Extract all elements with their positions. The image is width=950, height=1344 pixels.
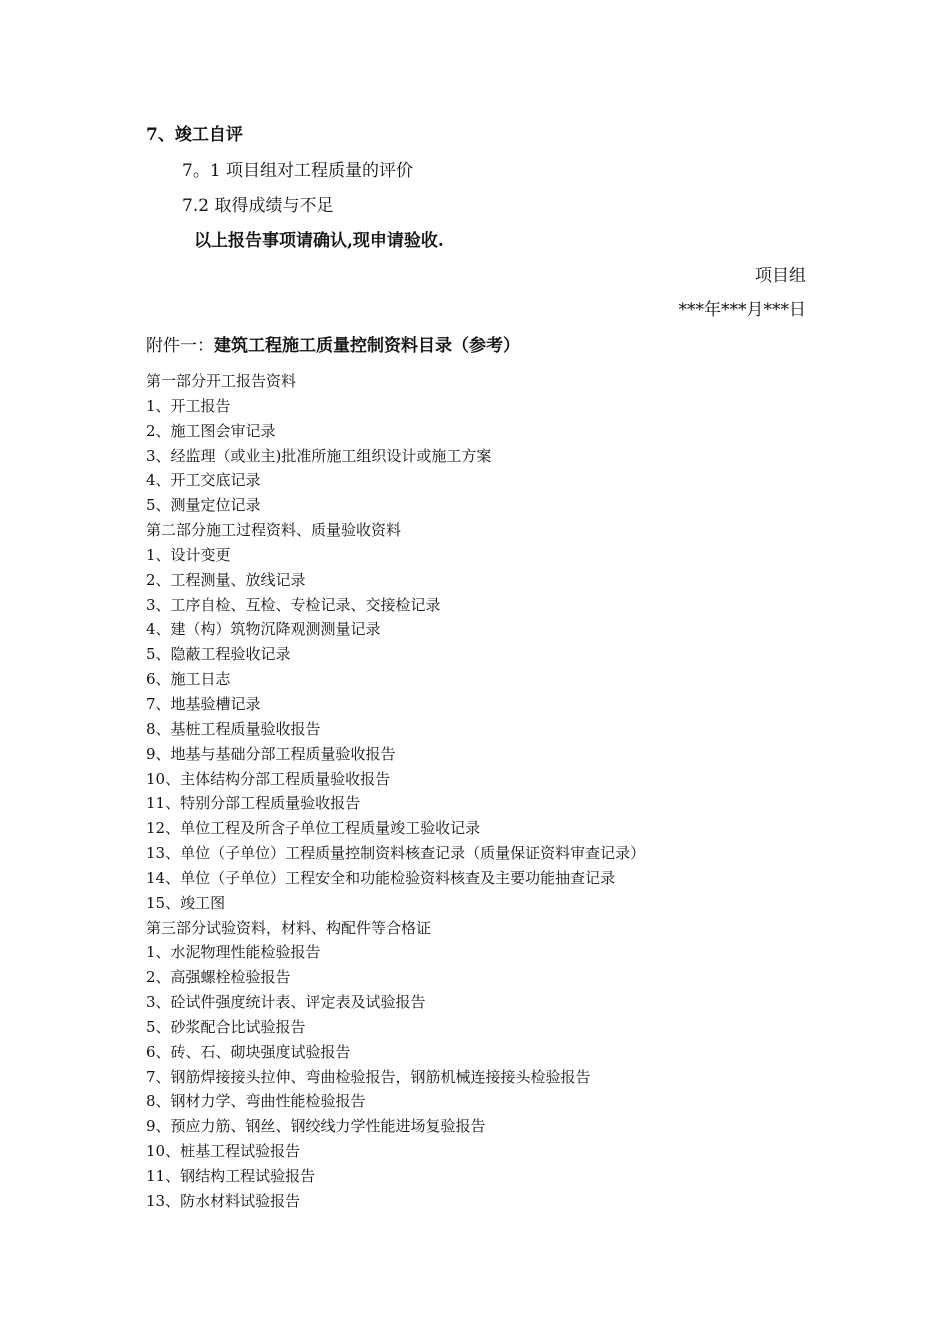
appendix-list-item: 5、隐蔽工程验收记录 — [146, 645, 291, 664]
signature-date: ***年***月***日 — [678, 300, 806, 320]
appendix-list-item: 11、特别分部工程质量验收报告 — [146, 794, 361, 813]
appendix-list-item: 15、竣工图 — [146, 893, 226, 912]
appendix-list-item: 12、单位工程及所含子单位工程质量竣工验收记录 — [146, 819, 481, 838]
appendix-list-item: 3、经监理（或业主)批准所施工组织设计或施工方案 — [146, 446, 492, 465]
appendix-prefix: 附件一： — [146, 336, 214, 356]
appendix-list-item: 13、单位（子单位）工程质量控制资料核查记录（质量保证资料审查记录） — [146, 844, 646, 863]
section-7-1-item: 7。1 项目组对工程质量的评价 — [182, 161, 414, 181]
appendix-list-item: 第二部分施工过程资料、质量验收资料 — [146, 521, 402, 540]
appendix-list-item: 14、单位（子单位）工程安全和功能检验资料核查及主要功能抽查记录 — [146, 868, 616, 887]
appendix-list-item: 10、主体结构分部工程质量验收报告 — [146, 769, 391, 788]
appendix-title: 建筑工程施工质量控制资料目录（参考） — [214, 336, 520, 356]
appendix-list-item: 6、施工日志 — [146, 670, 231, 689]
appendix-list-item: 7、地基验槽记录 — [146, 694, 261, 713]
appendix-list-item: 8、基桩工程质量验收报告 — [146, 719, 321, 738]
appendix-list-item: 6、砖、石、砌块强度试验报告 — [146, 1042, 351, 1061]
appendix-list-item: 1、设计变更 — [146, 545, 231, 564]
appendix-list-item: 2、工程测量、放线记录 — [146, 570, 306, 589]
appendix-list-item: 8、钢材力学、弯曲性能检验报告 — [146, 1092, 366, 1111]
appendix-list-item: 2、施工图会审记录 — [146, 421, 276, 440]
appendix-list — [146, 372, 645, 1217]
appendix-list-item: 9、地基与基础分部工程质量验收报告 — [146, 744, 396, 763]
appendix-list-item: 5、测量定位记录 — [146, 496, 261, 515]
appendix-list-item: 1、开工报告 — [146, 396, 231, 415]
appendix-list-item: 第三部分试验资料，材料、构配件等合格证 — [146, 918, 432, 937]
appendix-list-item: 5、砂浆配合比试验报告 — [146, 1017, 306, 1036]
section-7-heading: 7、竣工自评 — [146, 125, 243, 145]
appendix-list-item: 3、工序自检、互检、专检记录、交接检记录 — [146, 595, 441, 614]
appendix-list-item: 9、预应力筋、钢丝、钢绞线力学性能进场复验报告 — [146, 1117, 486, 1136]
appendix-list-item: 第一部分开工报告资料 — [146, 372, 297, 390]
appendix-list-item: 1、水泥物理性能检验报告 — [146, 943, 321, 962]
section-7-2-item: 7.2 取得成绩与不足 — [182, 196, 334, 216]
appendix-list-item: 3、砼试件强度统计表、评定表及试验报告 — [146, 993, 426, 1012]
appendix-list-item: 11、钢结构工程试验报告 — [146, 1167, 316, 1185]
appendix-list-item: 2、高强螺栓检验报告 — [146, 968, 291, 987]
acceptance-request: 以上报告事项请确认,现申请验收. — [194, 231, 444, 251]
appendix-list-item: 4、建（构）筑物沉降观测测量记录 — [146, 620, 381, 639]
appendix-heading — [146, 338, 520, 355]
appendix-list-item: 7、钢筋焊接接头拉伸、弯曲检验报告，钢筋机械连接接头检验报告 — [146, 1067, 591, 1086]
appendix-list-item: 13、防水材料试验报告 — [146, 1191, 301, 1210]
signature-project-group: 项目组 — [755, 266, 806, 286]
appendix-list-item: 4、开工交底记录 — [146, 471, 261, 490]
appendix-list-item: 10、桩基工程试验报告 — [146, 1142, 301, 1161]
